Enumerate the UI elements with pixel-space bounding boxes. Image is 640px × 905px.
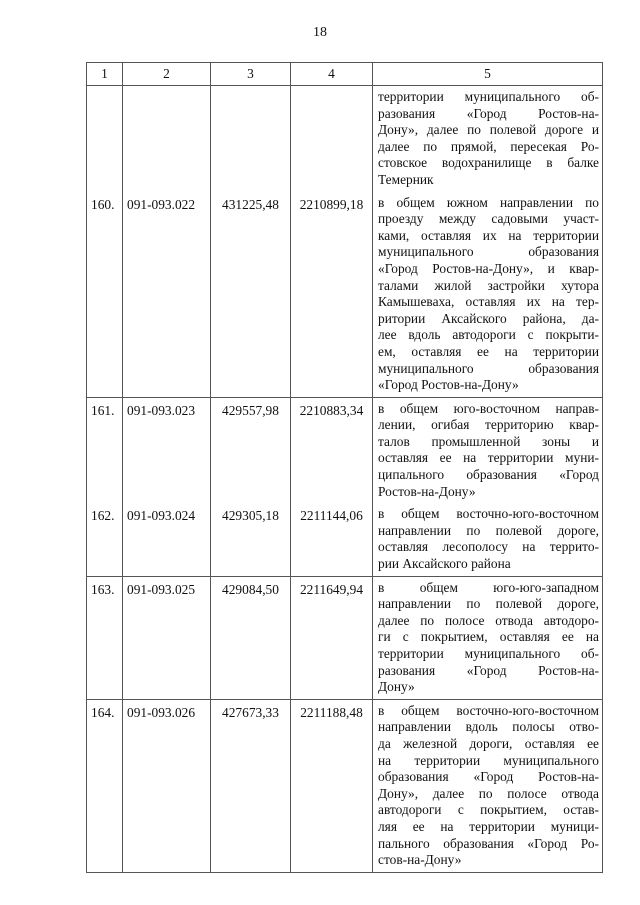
description-line: ципального образования «Город bbox=[378, 467, 599, 483]
description-line: далее по полосе отвода автодоро- bbox=[378, 612, 599, 628]
point-code: 091-093.025 bbox=[123, 576, 211, 699]
point-code: 091-093.024 bbox=[123, 503, 211, 576]
row-number: 163. bbox=[87, 576, 123, 699]
segment-description bbox=[373, 192, 603, 398]
description-line: ляя ее на территории муници- bbox=[378, 818, 599, 834]
description-line: Темерник bbox=[378, 171, 434, 187]
table-row-continuation bbox=[87, 86, 603, 192]
description-line: «Город Ростов-на-Дону», и квар- bbox=[378, 260, 599, 276]
cell-empty bbox=[291, 86, 373, 192]
description-line: в общем юго-восточном направ- bbox=[378, 400, 599, 416]
coordinate-x: 429557,98 bbox=[211, 397, 291, 503]
cell-empty bbox=[123, 86, 211, 192]
header-col-3: 3 bbox=[211, 63, 291, 86]
segment-description bbox=[373, 397, 603, 503]
segment-description bbox=[373, 699, 603, 872]
table-row bbox=[87, 576, 603, 699]
table-row bbox=[87, 192, 603, 398]
coordinate-y: 2211144,06 bbox=[291, 503, 373, 576]
description-line: в общем восточно-юго-восточном bbox=[378, 506, 599, 522]
coordinate-y: 2210883,34 bbox=[291, 397, 373, 503]
row-number: 160. bbox=[87, 192, 123, 398]
coordinate-x: 429084,50 bbox=[211, 576, 291, 699]
description-line: разования «Город Ростов-на- bbox=[378, 105, 599, 121]
segment-description bbox=[373, 576, 603, 699]
description-line: Камышеваха, оставляя их на тер- bbox=[378, 294, 599, 310]
coordinate-y: 2211649,94 bbox=[291, 576, 373, 699]
description-line: автодороги с покрытием, остав- bbox=[378, 802, 599, 818]
description-line: талами жилой застройки хутора bbox=[378, 277, 599, 293]
row-number: 161. bbox=[87, 397, 123, 503]
point-code: 091-093.026 bbox=[123, 699, 211, 872]
cell-empty bbox=[211, 86, 291, 192]
header-row bbox=[87, 63, 603, 86]
header-col-2: 2 bbox=[123, 63, 211, 86]
coordinate-x: 431225,48 bbox=[211, 192, 291, 398]
page-number: 18 bbox=[313, 25, 327, 40]
description-line: талов промышленной зоны и bbox=[378, 433, 599, 449]
description-line: территории муниципального об- bbox=[378, 646, 599, 661]
description-line: Ростов-на-Дону» bbox=[378, 483, 476, 499]
point-code: 091-093.023 bbox=[123, 397, 211, 503]
coordinate-x: 427673,33 bbox=[211, 699, 291, 872]
segment-description bbox=[373, 503, 603, 576]
row-number: 164. bbox=[87, 699, 123, 872]
description-line: проезду между садовыми участ- bbox=[378, 211, 599, 227]
coordinates-table bbox=[86, 62, 603, 873]
description-line: оставляя ее на территории муни- bbox=[378, 450, 599, 466]
description-line: оставляя лесополосу на террито- bbox=[378, 539, 599, 555]
row-number: 162. bbox=[87, 503, 123, 576]
point-code: 091-093.022 bbox=[123, 192, 211, 398]
description-line: Дону», далее по полевой дороге и bbox=[378, 122, 599, 138]
description-line: в общем южном направлении по bbox=[378, 194, 599, 210]
description-line: Дону» bbox=[378, 679, 415, 695]
header-col-4: 4 bbox=[291, 63, 373, 86]
header-col-1: 1 bbox=[87, 63, 123, 86]
description-line: направлении вдоль полосы отво- bbox=[378, 719, 599, 735]
description-line: муниципального образования bbox=[378, 244, 599, 260]
description-line: лении, огибая территорию квар- bbox=[378, 417, 599, 433]
description-line: да железной дороги, оставляя ее bbox=[378, 735, 599, 751]
description-line: на территории муниципального bbox=[378, 752, 599, 768]
description-line: направлении по полевой дороге, bbox=[378, 596, 599, 612]
description-line: далее по прямой, пересекая Ро- bbox=[378, 138, 599, 154]
cell-empty bbox=[87, 86, 123, 192]
table-row bbox=[87, 503, 603, 576]
description-line: ритории Аксайского района, да- bbox=[378, 310, 599, 326]
description-line: в общем восточно-юго-восточном bbox=[378, 702, 599, 718]
description-line: образования «Город Ростов-на- bbox=[378, 769, 599, 785]
header-col-5: 5 bbox=[373, 63, 603, 86]
description-line: муниципального образования bbox=[378, 360, 599, 376]
table-row bbox=[87, 699, 603, 872]
description-line: в общем юго-юго-западном bbox=[378, 579, 599, 595]
description-line: территории муниципального об- bbox=[378, 89, 599, 104]
description-line: лее вдоль автодороги с покрыти- bbox=[378, 327, 599, 343]
description-line: стов-на-Дону» bbox=[378, 852, 462, 868]
table-row bbox=[87, 397, 603, 503]
continuation-description bbox=[373, 86, 603, 192]
description-line: ги с покрытием, оставляя ее на bbox=[378, 629, 599, 645]
description-line: Дону», далее по полосе отвода bbox=[378, 785, 599, 801]
description-line: «Город Ростов-на-Дону» bbox=[378, 377, 519, 393]
description-line: ками, оставляя их на территории bbox=[378, 227, 599, 243]
description-line: рии Аксайского района bbox=[378, 556, 511, 572]
coordinate-y: 2211188,48 bbox=[291, 699, 373, 872]
coordinate-y: 2210899,18 bbox=[291, 192, 373, 398]
coordinate-x: 429305,18 bbox=[211, 503, 291, 576]
description-line: направлении по полевой дороге, bbox=[378, 522, 599, 538]
description-line: разования «Город Ростов-на- bbox=[378, 662, 599, 678]
description-line: ем, оставляя ее на территории bbox=[378, 343, 599, 359]
description-line: стовское водохранилище в балке bbox=[378, 155, 599, 171]
description-line: пального образования «Город Ро- bbox=[378, 835, 599, 851]
